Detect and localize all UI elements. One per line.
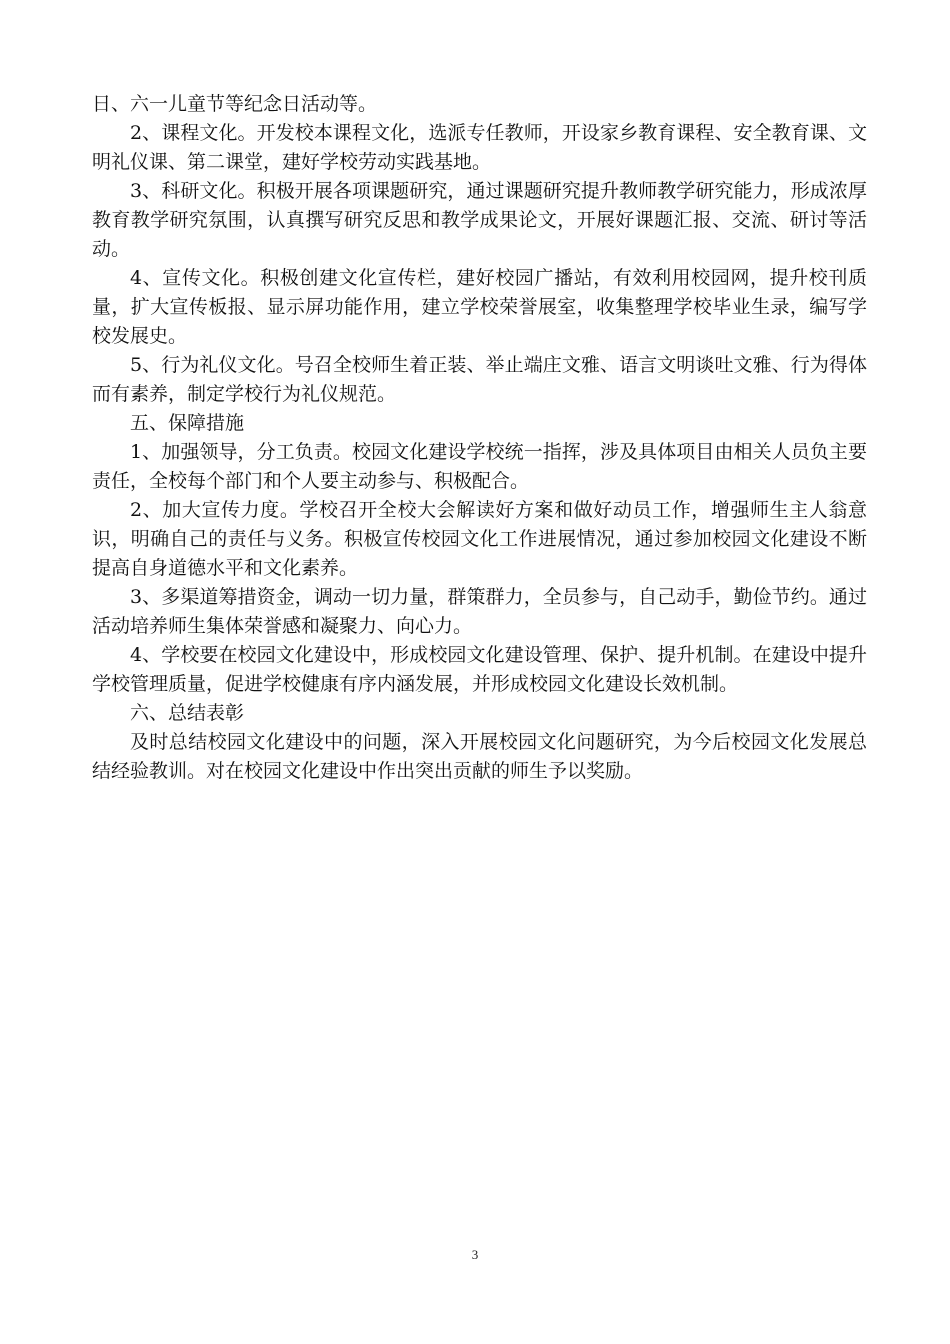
- paragraph: 2、课程文化。开发校本课程文化，选派专任教师，开设家乡教育课程、安全教育课、文明礼仪课、第二课堂，建好学校劳动实践基地。: [92, 122, 867, 173]
- section-heading: 五、保障措施: [130, 412, 245, 434]
- page-number: 3: [471, 1247, 479, 1262]
- paragraph: 3、科研文化。积极开展各项课题研究，通过课题研究提升教师教学研究能力，形成浓厚教育教学研究氛围，认真撰写研究反思和教学成果论文，开展好课题汇报、交流、研讨等活动。: [92, 180, 867, 260]
- paragraph: 4、学校要在校园文化建设中，形成校园文化建设管理、保护、提升机制。在建设中提升学校管理质量，促进学校健康有序内涵发展，并形成校园文化建设长效机制。: [92, 644, 867, 695]
- paragraph: 5、行为礼仪文化。号召全校师生着正装、举止端庄文雅、语言文明谈吐文雅、行为得体而有素养，制定学校行为礼仪规范。: [92, 354, 867, 405]
- paragraph: 3、多渠道筹措资金，调动一切力量，群策群力，全员参与，自己动手，勤俭节约。通过活动培养师生集体荣誉感和凝聚力、向心力。: [92, 586, 867, 637]
- paragraph: 及时总结校园文化建设中的问题，深入开展校园文化问题研究，为今后校园文化发展总结经验教训。对在校园文化建设中作出突出贡献的师生予以奖励。: [92, 731, 867, 782]
- paragraph: 2、加大宣传力度。学校召开全校大会解读好方案和做好动员工作，增强师生主人翁意识，明确自己的责任与义务。积极宣传校园文化工作进展情况，通过参加校园文化建设不断提高自身道德水平和文化素养。: [92, 499, 867, 579]
- paragraph: 1、加强领导，分工负责。校园文化建设学校统一指挥，涉及具体项目由相关人员负主要责任，全校每个部门和个人要主动参与、积极配合。: [92, 441, 867, 492]
- paragraph: 日、六一儿童节等纪念日活动等。: [92, 93, 378, 115]
- section-heading: 六、总结表彰: [130, 702, 245, 724]
- paragraph: 4、宣传文化。积极创建文化宣传栏，建好校园广播站，有效利用校园网，提升校刊质量，扩大宣传板报、显示屏功能作用，建立学校荣誉展室，收集整理学校毕业生录，编写学校发展史。: [92, 267, 867, 347]
- document-body: [92, 90, 867, 786]
